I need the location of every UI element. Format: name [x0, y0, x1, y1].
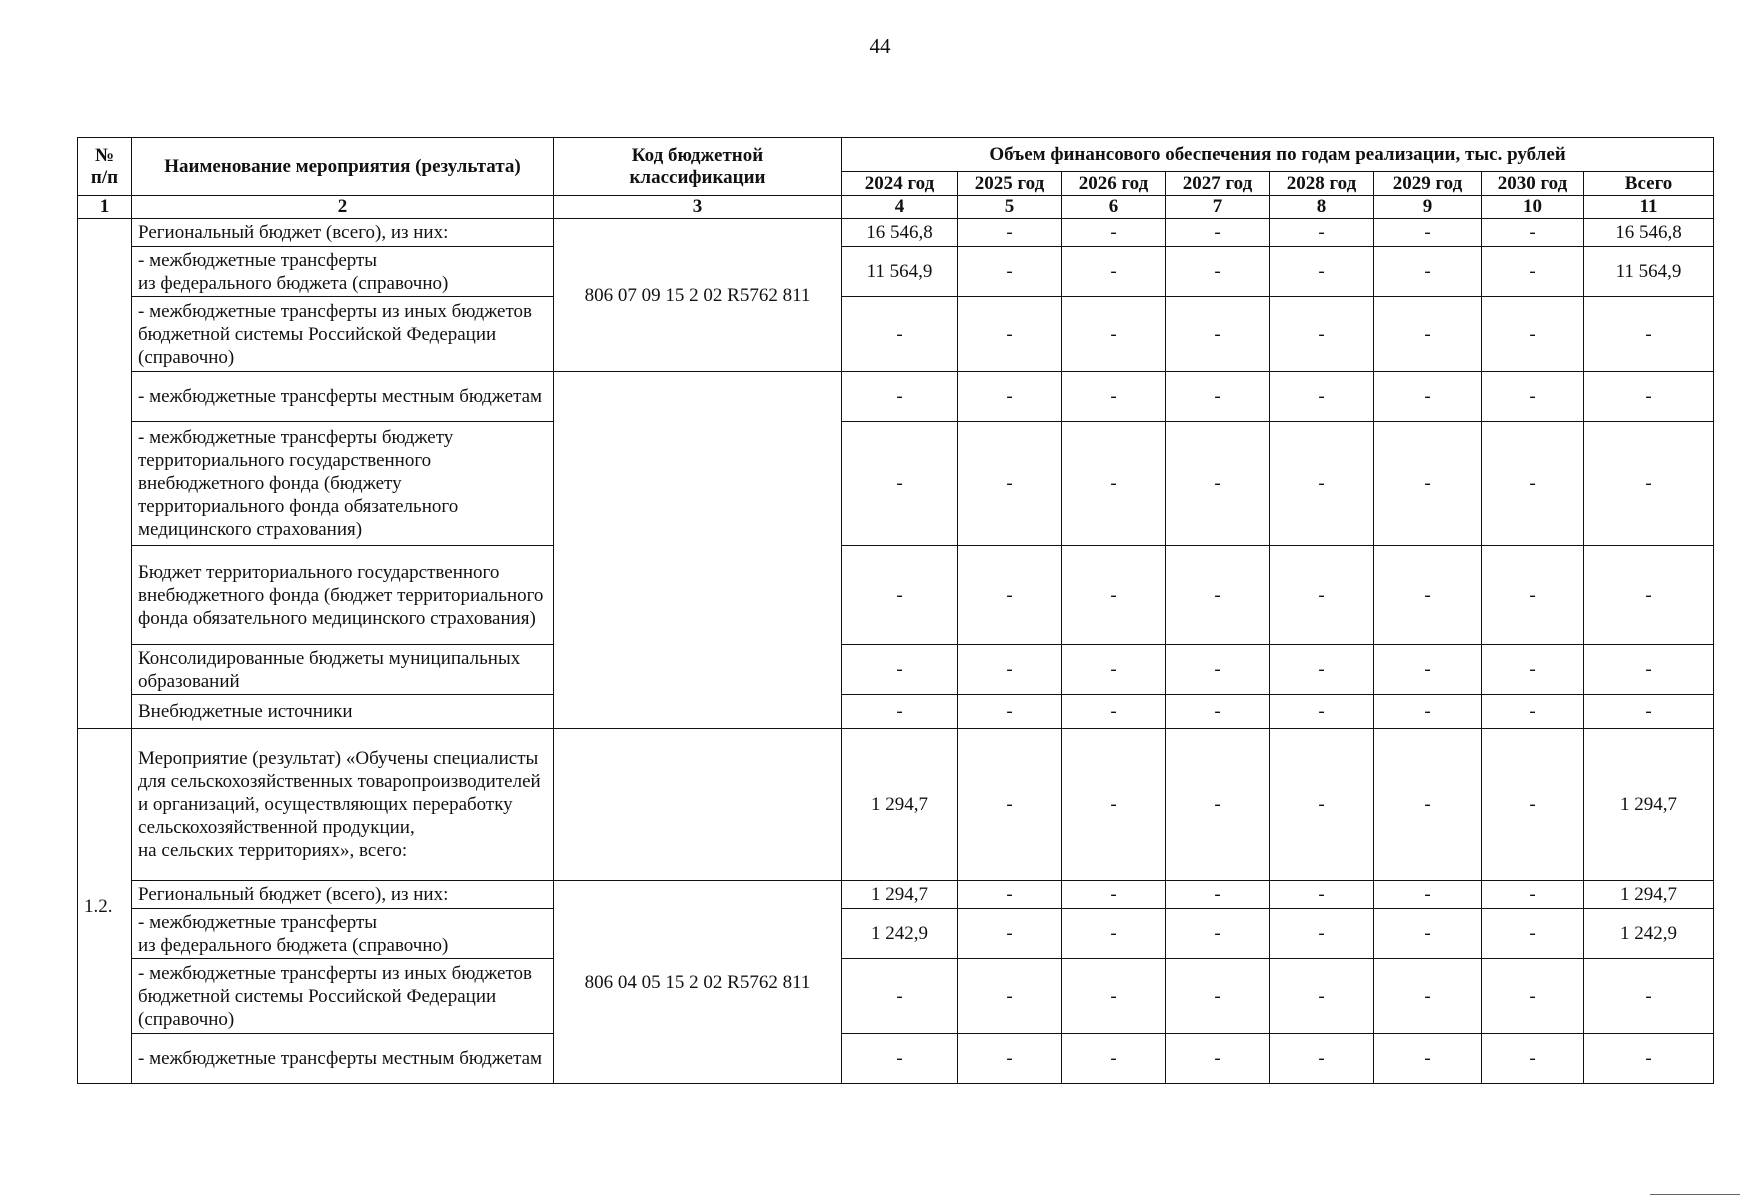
table-row: [78, 546, 1714, 645]
year-value: -: [1482, 372, 1584, 422]
year-value: -: [1166, 297, 1270, 372]
year-value: -: [1374, 247, 1482, 297]
row-name: Региональный бюджет (всего), из них:: [132, 219, 554, 247]
year-value: -: [1270, 372, 1374, 422]
year-value: -: [1062, 372, 1166, 422]
year-value: -: [1482, 959, 1584, 1034]
column-number: 4: [842, 196, 958, 219]
column-number: 6: [1062, 196, 1166, 219]
year-value: -: [1062, 297, 1166, 372]
footer-line: [1650, 1194, 1740, 1195]
header-year: 2024 год: [842, 172, 958, 196]
row-name: Региональный бюджет (всего), из них:: [132, 881, 554, 909]
year-value: -: [1482, 546, 1584, 645]
year-value: -: [842, 297, 958, 372]
total-value: 16 546,8: [1584, 219, 1714, 247]
year-value: -: [1270, 881, 1374, 909]
total-value: -: [1584, 372, 1714, 422]
year-value: -: [958, 422, 1062, 546]
year-value: -: [1482, 881, 1584, 909]
year-value: -: [1166, 695, 1270, 729]
budget-code-empty: [554, 372, 842, 729]
year-value: -: [1062, 247, 1166, 297]
year-value: -: [1270, 422, 1374, 546]
column-number: 7: [1166, 196, 1270, 219]
year-value: -: [1374, 695, 1482, 729]
year-value: -: [958, 729, 1062, 881]
year-value: -: [1062, 959, 1166, 1034]
year-value: -: [842, 1034, 958, 1084]
year-value: 1 294,7: [842, 729, 958, 881]
year-value: -: [1062, 219, 1166, 247]
total-value: 1 294,7: [1584, 881, 1714, 909]
year-value: 1 294,7: [842, 881, 958, 909]
year-value: -: [1062, 546, 1166, 645]
row-name: - межбюджетные трансферты местным бюджетам: [132, 1034, 554, 1084]
row-name: Бюджет территориального государственного внебюджетного фонда (бюджет территориального фонда обязательного медицинского страхования): [132, 546, 554, 645]
total-value: -: [1584, 1034, 1714, 1084]
year-value: -: [1062, 422, 1166, 546]
year-value: -: [1374, 422, 1482, 546]
year-value: -: [1374, 219, 1482, 247]
table-row: [78, 372, 1714, 422]
header-year: 2027 год: [1166, 172, 1270, 196]
table-row: [78, 881, 1714, 909]
year-value: -: [1374, 546, 1482, 645]
year-value: -: [958, 372, 1062, 422]
year-value: -: [958, 1034, 1062, 1084]
page-number: 44: [869, 34, 891, 58]
year-value: -: [1482, 909, 1584, 959]
column-number: 1: [78, 196, 132, 219]
year-value: 16 546,8: [842, 219, 958, 247]
year-value: -: [1482, 297, 1584, 372]
year-value: -: [958, 247, 1062, 297]
year-value: -: [1482, 247, 1584, 297]
year-value: -: [1062, 729, 1166, 881]
row-name: Консолидированные бюджеты муниципальных образований: [132, 645, 554, 695]
item-number: 1.2.: [78, 729, 132, 1084]
column-numbers-row: [78, 196, 1714, 219]
year-value: -: [1062, 695, 1166, 729]
total-value: -: [1584, 546, 1714, 645]
total-value: -: [1584, 422, 1714, 546]
column-number: 9: [1374, 196, 1482, 219]
year-value: -: [1270, 729, 1374, 881]
table-row: [78, 219, 1714, 247]
year-value: 11 564,9: [842, 247, 958, 297]
row-name: - межбюджетные трансферты бюджету территориального государственного внебюджетного фонда (бюджету территориального фонда обязательного медицинского страхования): [132, 422, 554, 546]
year-value: -: [1482, 422, 1584, 546]
year-value: -: [1270, 1034, 1374, 1084]
year-value: -: [1482, 219, 1584, 247]
year-value: -: [1374, 881, 1482, 909]
year-value: -: [842, 695, 958, 729]
table-row: [78, 422, 1714, 546]
year-value: -: [1270, 645, 1374, 695]
total-value: 1 242,9: [1584, 909, 1714, 959]
year-value: -: [1062, 881, 1166, 909]
table-row: [78, 729, 1714, 881]
header-year: 2029 год: [1374, 172, 1482, 196]
row-name: - межбюджетные трансферты из иных бюджетов бюджетной системы Российской Федерации (справочно): [132, 959, 554, 1034]
year-value: -: [1270, 695, 1374, 729]
year-value: -: [1270, 959, 1374, 1034]
column-number: 10: [1482, 196, 1584, 219]
header-name: Наименование мероприятия (результата): [132, 138, 554, 196]
header-year: 2030 год: [1482, 172, 1584, 196]
year-value: -: [958, 219, 1062, 247]
year-value: -: [1482, 645, 1584, 695]
year-value: -: [1482, 729, 1584, 881]
header-no: № п/п: [78, 138, 132, 196]
header-year: 2028 год: [1270, 172, 1374, 196]
year-value: -: [1166, 422, 1270, 546]
year-value: -: [1374, 297, 1482, 372]
year-value: -: [1166, 1034, 1270, 1084]
year-value: -: [1374, 909, 1482, 959]
table-row: [78, 695, 1714, 729]
year-value: 1 242,9: [842, 909, 958, 959]
header-year: 2026 год: [1062, 172, 1166, 196]
year-value: -: [842, 422, 958, 546]
year-value: -: [958, 546, 1062, 645]
table-row: [78, 909, 1714, 959]
header-year: 2025 год: [958, 172, 1062, 196]
row-name: - межбюджетные трансферты из иных бюджетов бюджетной системы Российской Федерации (справочно): [132, 297, 554, 372]
year-value: -: [1166, 546, 1270, 645]
year-value: -: [1062, 909, 1166, 959]
total-value: -: [1584, 645, 1714, 695]
year-value: -: [958, 695, 1062, 729]
row-name: - межбюджетные трансферты местным бюджетам: [132, 372, 554, 422]
year-value: -: [1270, 219, 1374, 247]
year-value: -: [1166, 372, 1270, 422]
row-name: Внебюджетные источники: [132, 695, 554, 729]
year-value: -: [1166, 959, 1270, 1034]
row-name: Мероприятие (результат) «Обучены специалисты для сельскохозяйственных товаропроизводителей и организаций, осуществляющих переработку сельскохозяйственной продукции, на сельских территориях», всего:: [132, 729, 554, 881]
year-value: -: [1166, 881, 1270, 909]
column-number: 8: [1270, 196, 1374, 219]
table-row: [78, 645, 1714, 695]
year-value: -: [1270, 909, 1374, 959]
header-code: Код бюджетной классификации: [554, 138, 842, 196]
total-value: 11 564,9: [1584, 247, 1714, 297]
year-value: -: [1374, 959, 1482, 1034]
budget-code-empty: [554, 729, 842, 881]
year-value: -: [842, 645, 958, 695]
year-value: -: [958, 959, 1062, 1034]
table-row: [78, 1034, 1714, 1084]
year-value: -: [1166, 645, 1270, 695]
total-value: 1 294,7: [1584, 729, 1714, 881]
year-value: -: [958, 881, 1062, 909]
total-value: -: [1584, 959, 1714, 1034]
year-value: -: [842, 372, 958, 422]
total-value: -: [1584, 695, 1714, 729]
year-value: -: [1270, 546, 1374, 645]
column-number: 11: [1584, 196, 1714, 219]
year-value: -: [1374, 372, 1482, 422]
year-value: -: [1374, 729, 1482, 881]
item-number-cell: [78, 219, 132, 729]
year-value: -: [1270, 297, 1374, 372]
year-value: -: [1166, 247, 1270, 297]
total-value: -: [1584, 297, 1714, 372]
row-name: - межбюджетные трансферты из федерального бюджета (справочно): [132, 247, 554, 297]
year-value: -: [1166, 729, 1270, 881]
year-value: -: [1482, 1034, 1584, 1084]
column-number: 3: [554, 196, 842, 219]
header-total: Всего: [1584, 172, 1714, 196]
financing-table: [77, 137, 1714, 1084]
header-volume: Объем финансового обеспечения по годам реализации, тыс. рублей: [842, 138, 1714, 172]
year-value: -: [958, 645, 1062, 695]
year-value: -: [958, 297, 1062, 372]
budget-code: 806 07 09 15 2 02 R5762 811: [554, 219, 842, 372]
row-name: - межбюджетные трансферты из федерального бюджета (справочно): [132, 909, 554, 959]
budget-code: 806 04 05 15 2 02 R5762 811: [554, 881, 842, 1084]
year-value: -: [1374, 1034, 1482, 1084]
table-row: [78, 959, 1714, 1034]
table-row: [78, 297, 1714, 372]
year-value: -: [842, 546, 958, 645]
column-number: 2: [132, 196, 554, 219]
year-value: -: [1482, 695, 1584, 729]
year-value: -: [1062, 1034, 1166, 1084]
year-value: -: [842, 959, 958, 1034]
year-value: -: [1166, 909, 1270, 959]
year-value: -: [1270, 247, 1374, 297]
year-value: -: [1166, 219, 1270, 247]
table-row: [78, 247, 1714, 297]
year-value: -: [1062, 645, 1166, 695]
year-value: -: [958, 909, 1062, 959]
year-value: -: [1374, 645, 1482, 695]
column-number: 5: [958, 196, 1062, 219]
